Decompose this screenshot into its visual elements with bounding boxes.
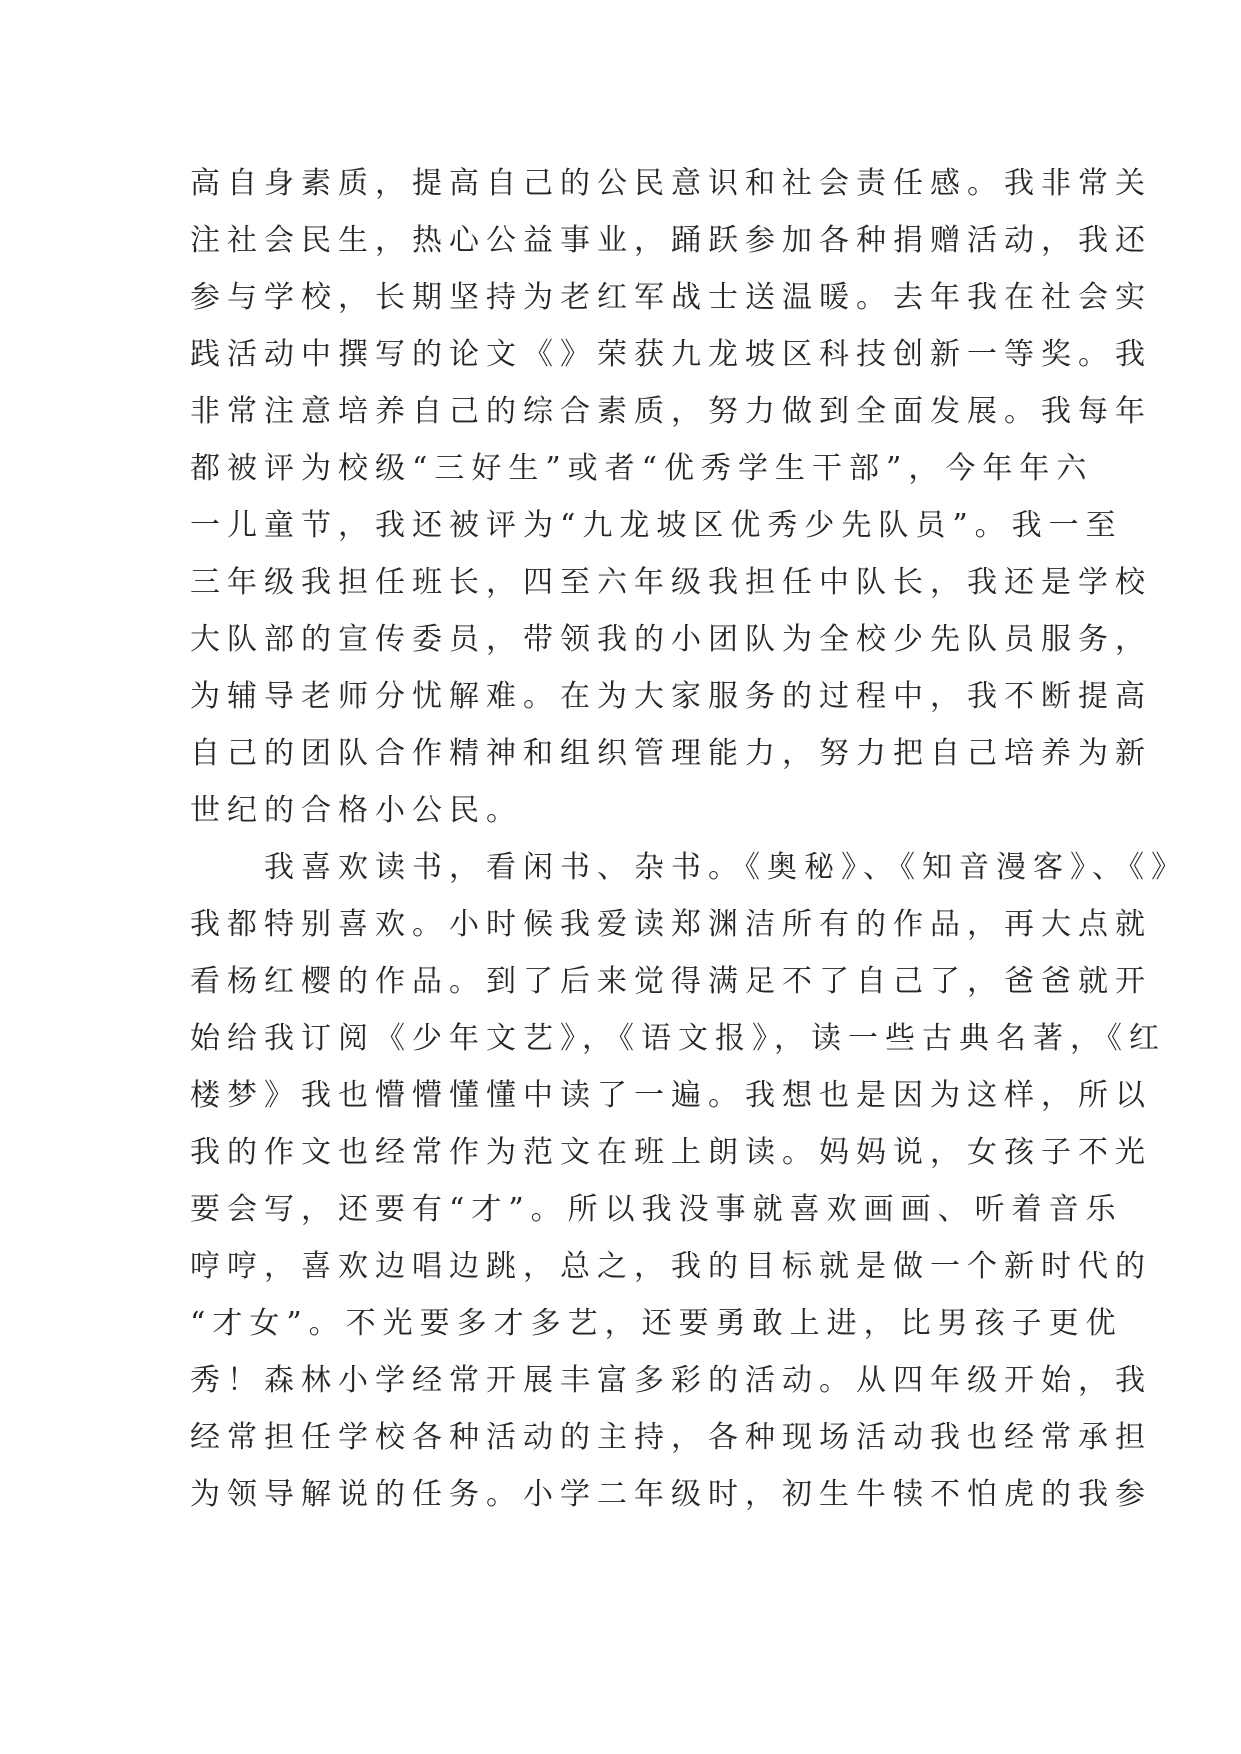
text-line: 大队部的宣传委员，带领我的小团队为全校少先队员服务， xyxy=(190,622,1152,657)
text-line: “才女”。不光要多才多艺，还要勇敢上进，比男孩子更优 xyxy=(190,1306,1123,1341)
text-line: 高自身素质，提高自己的公民意识和社会责任感。我非常关 xyxy=(190,166,1152,201)
text-line: 为领导解说的任务。小学二年级时，初生牛犊不怕虎的我参 xyxy=(190,1477,1152,1512)
text-line: 一儿童节，我还被评为“九龙坡区优秀少先队员”。我一至 xyxy=(190,508,1123,543)
text-line: 经常担任学校各种活动的主持，各种现场活动我也经常承担 xyxy=(190,1420,1152,1455)
text-line: 三年级我担任班长，四至六年级我担任中队长，我还是学校 xyxy=(190,565,1152,600)
text-line: 都被评为校级“三好生”或者“优秀学生干部”，今年年六 xyxy=(190,451,1094,486)
text-line: 要会写，还要有“才”。所以我没事就喜欢画画、听着音乐 xyxy=(190,1192,1123,1227)
text-line: 为辅导老师分忧解难。在为大家服务的过程中，我不断提高 xyxy=(190,679,1152,714)
body-text xyxy=(190,155,1188,1523)
text-line: 楼梦》我也懵懵懂懂中读了一遍。我想也是因为这样，所以 xyxy=(190,1078,1152,1113)
text-line: 参与学校，长期坚持为老红军战士送温暖。去年我在社会实 xyxy=(190,280,1152,315)
text-line: 我都特别喜欢。小时候我爱读郑渊洁所有的作品，再大点就 xyxy=(190,907,1152,942)
text-line: 始给我订阅《少年文艺》，《语文报》，读一些古典名著，《红 xyxy=(190,1021,1166,1056)
text-line: 践活动中撰写的论文《》荣获九龙坡区科技创新一等奖。我 xyxy=(190,337,1152,372)
text-line: 哼哼，喜欢边唱边跳，总之，我的目标就是做一个新时代的 xyxy=(190,1249,1152,1284)
text-line-paragraph-end: 世纪的合格小公民。 xyxy=(190,793,523,828)
text-line: 看杨红樱的作品。到了后来觉得满足不了自己了，爸爸就开 xyxy=(190,964,1152,999)
text-line-paragraph-start: 我喜欢读书，看闲书、杂书。《奥秘》、《知音漫客》、《》 xyxy=(264,850,1188,885)
text-line: 非常注意培养自己的综合素质，努力做到全面发展。我每年 xyxy=(190,394,1152,429)
text-line: 自己的团队合作精神和组织管理能力，努力把自己培养为新 xyxy=(190,736,1152,771)
text-line: 秀！森林小学经常开展丰富多彩的活动。从四年级开始，我 xyxy=(190,1363,1152,1398)
text-line: 注社会民生，热心公益事业，踊跃参加各种捐赠活动，我还 xyxy=(190,223,1152,258)
text-line: 我的作文也经常作为范文在班上朗读。妈妈说，女孩子不光 xyxy=(190,1135,1152,1170)
